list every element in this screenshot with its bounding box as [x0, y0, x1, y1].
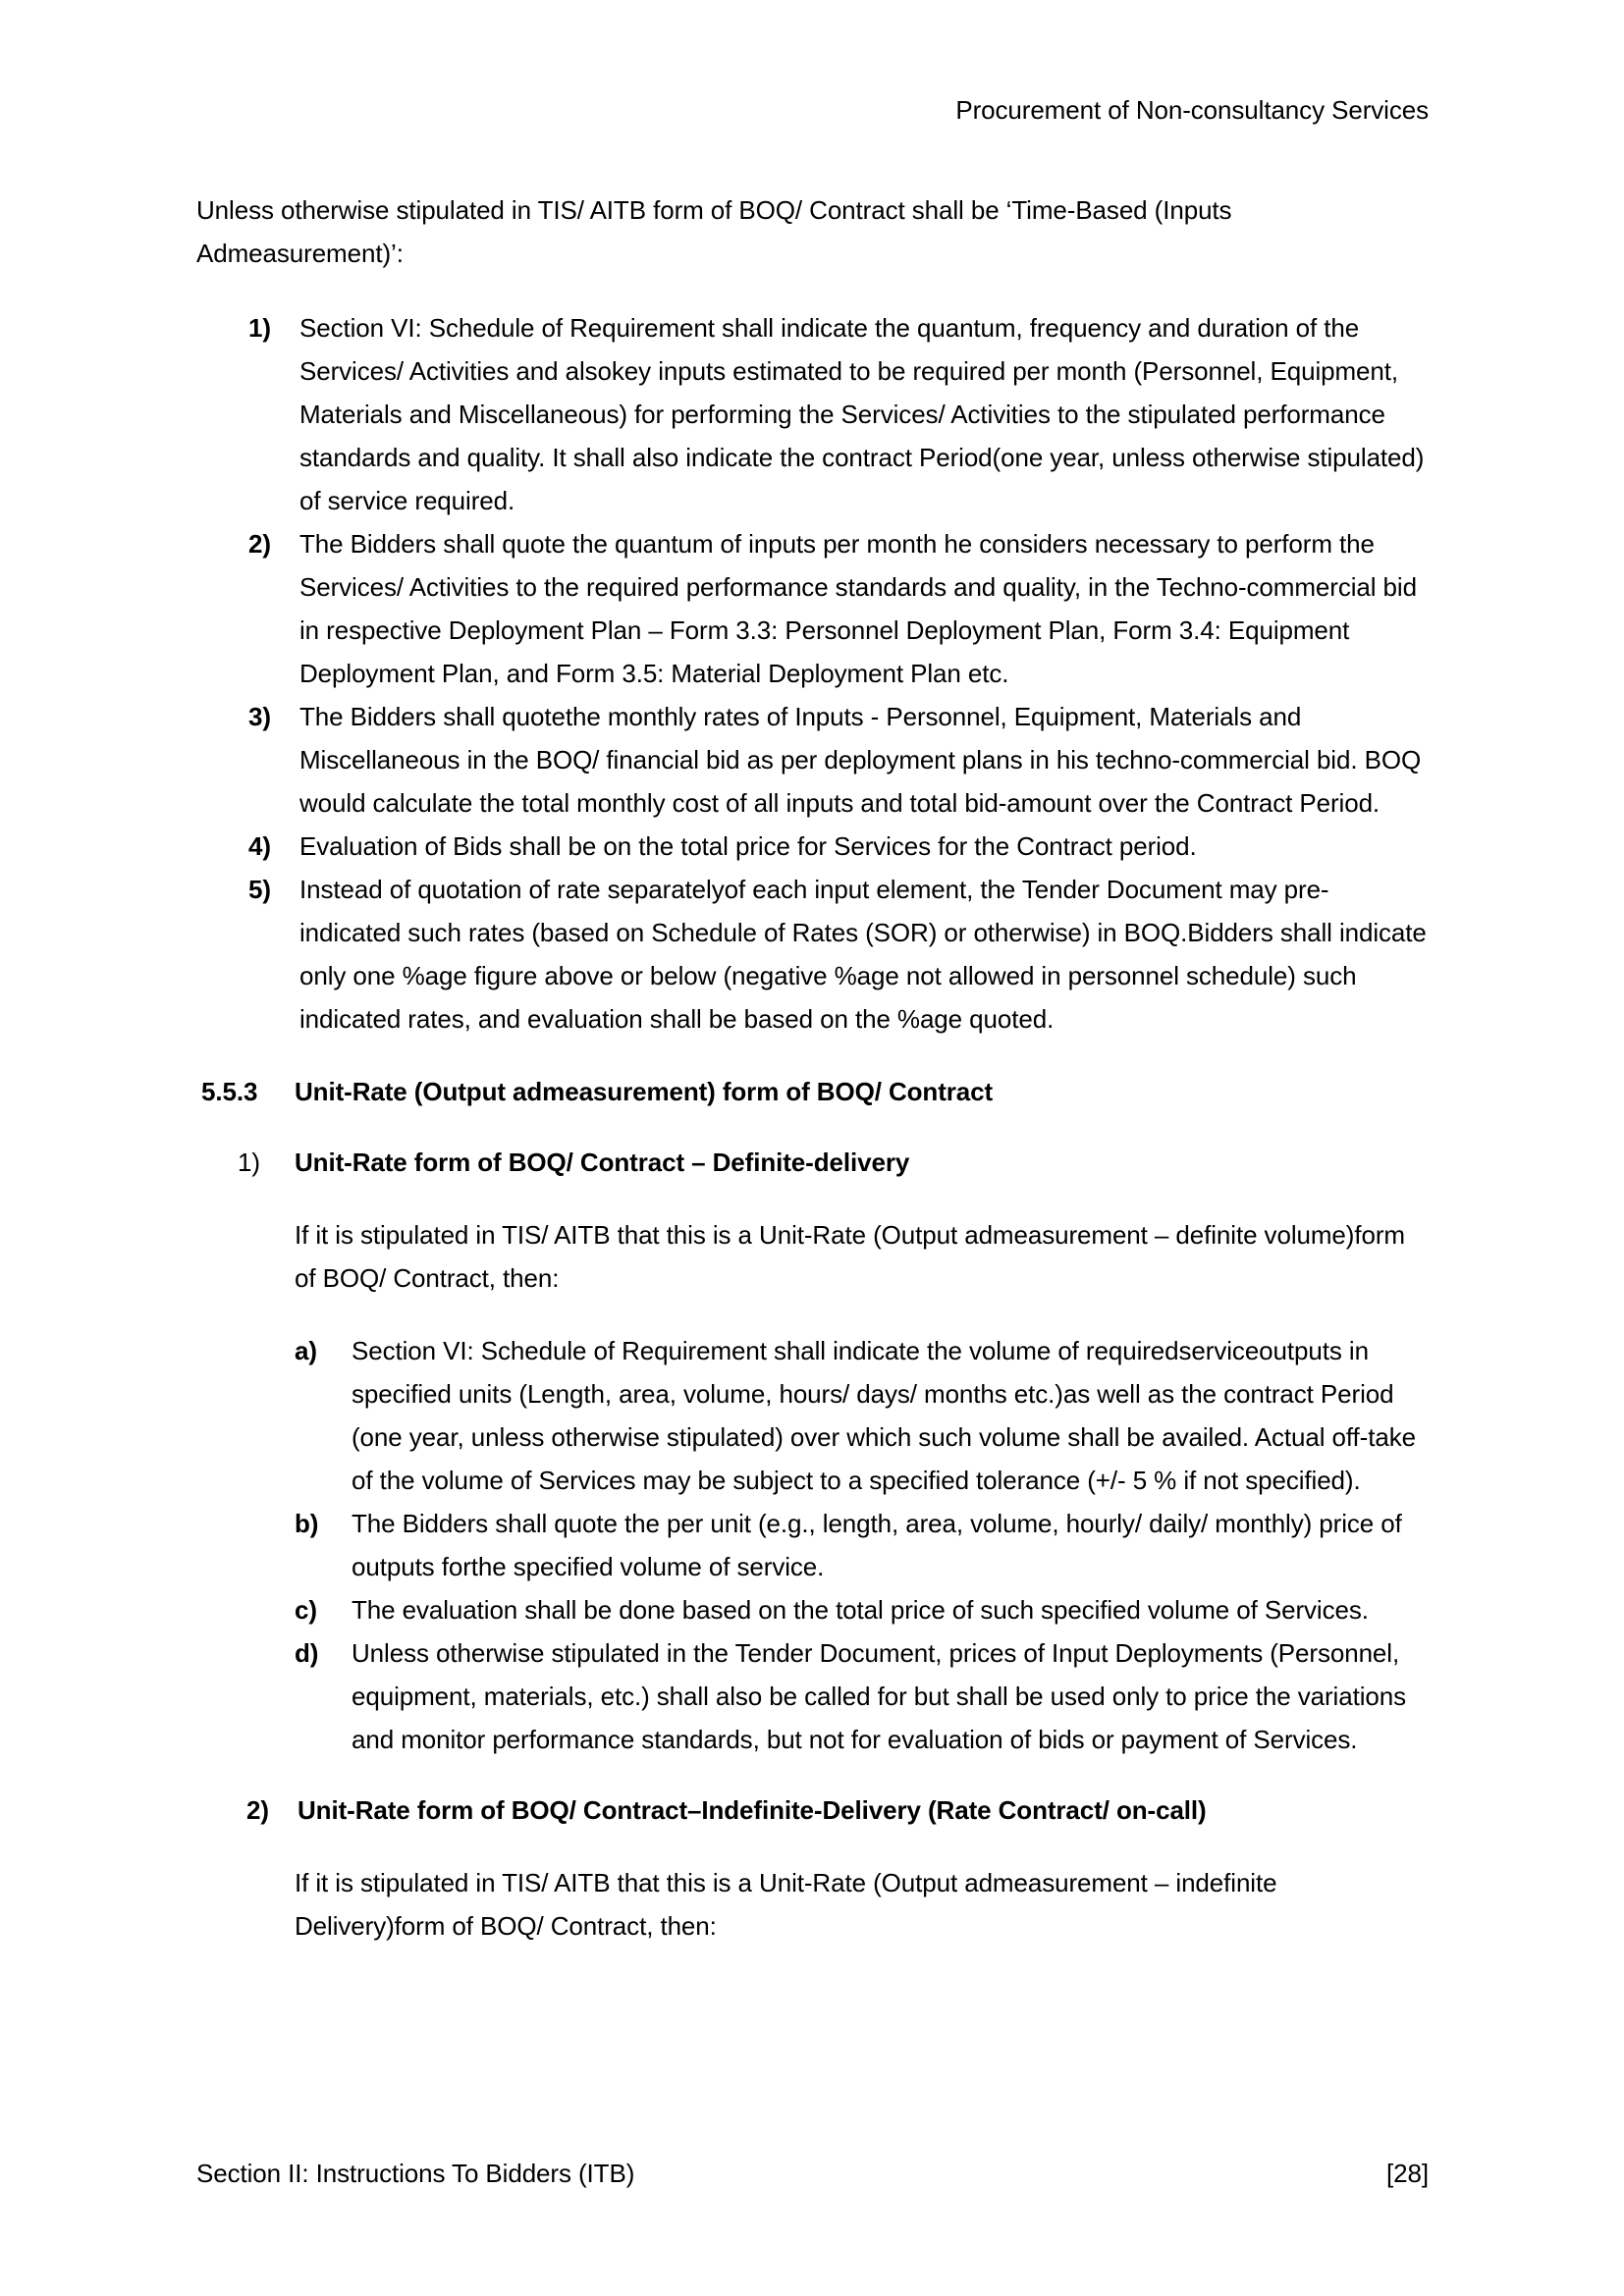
- subheading-marker: 2): [246, 1795, 269, 1825]
- list-item-marker: b): [295, 1509, 319, 1538]
- list-item: [295, 1631, 1429, 1761]
- sub1-paragraph: If it is stipulated in TIS/ AITB that this is a Unit-Rate (Output admeasurement – definite volume)form of BOQ/ Contract, then:: [295, 1220, 1405, 1293]
- page-content: [196, 88, 1429, 1948]
- numbered-list: [196, 306, 1429, 1041]
- footer-page-number: [28]: [1386, 2159, 1429, 2188]
- sub2-paragraph: If it is stipulated in TIS/ AITB that this is a Unit-Rate (Output admeasurement – indefinite Delivery)form of BOQ/ Contract, then:: [295, 1868, 1277, 1941]
- lettered-list: [196, 1329, 1429, 1761]
- section-title: Unit-Rate (Output admeasurement) form of BOQ/ Contract: [295, 1077, 994, 1106]
- page-header: [196, 88, 1429, 132]
- list-item: [248, 825, 1429, 868]
- list-item-marker: d): [295, 1638, 319, 1668]
- section-heading-5-5-3: [196, 1070, 1429, 1113]
- list-item-marker: 3): [248, 702, 271, 731]
- list-item-text: Evaluation of Bids shall be on the total price for Services for the Contract period.: [299, 831, 1197, 861]
- list-item-marker: 1): [248, 313, 271, 343]
- subheading-definite-delivery: [196, 1141, 1429, 1184]
- list-item-marker: 5): [248, 875, 271, 904]
- list-item-text: Section VI: Schedule of Requirement shall indicate the quantum, frequency and duration of the Services/ Activities and alsokey inputs estimated to be required per month (Personnel, Equipment, Materials and Miscellaneous) for performing the Services/ Activities to the stipulated performance standards and quality. It shall also indicate the contract Period(one year, unless otherwise stipulated) of service required.: [299, 313, 1425, 515]
- list-item: [248, 306, 1429, 522]
- list-item-text: Unless otherwise stipulated in the Tender Document, prices of Input Deployments (Personnel, equipment, materials, etc.) shall also be called for but shall be used only to price the variations and monitor performance standards, but not for evaluation of bids or payment of Services.: [352, 1638, 1407, 1754]
- list-item: [295, 1588, 1429, 1631]
- list-item-text: The evaluation shall be done based on the total price of such specified volume of Services.: [352, 1595, 1369, 1625]
- list-item: [295, 1502, 1429, 1588]
- footer-section-label: Section II: Instructions To Bidders (ITB): [196, 2159, 635, 2188]
- subheading-title: Unit-Rate form of BOQ/ Contract – Definite-delivery: [295, 1148, 910, 1177]
- list-item-marker: c): [295, 1595, 317, 1625]
- list-item-text: Instead of quotation of rate separatelyof each input element, the Tender Document may pre-indicated such rates (based on Schedule of Rates (SOR) or otherwise) in BOQ.Bidders shall indicate only one %age figure above or below (negative %age not allowed in personnel schedule) such indicated rates, and evaluation shall be based on the %age quoted.: [299, 875, 1427, 1034]
- subheading-marker: 1): [238, 1148, 260, 1177]
- page-footer: [196, 2152, 1429, 2195]
- list-item-text: Section VI: Schedule of Requirement shall indicate the volume of requiredserviceoutputs in specified units (Length, area, volume, hours/ days/ months etc.)as well as the contract Period (one year, unless otherwise stipulated) over which such volume shall be availed. Actual off-take of the volume of Services may be subject to a specified tolerance (+/- 5 % if not specified).: [352, 1336, 1416, 1495]
- list-item-text: The Bidders shall quote the quantum of inputs per month he considers necessary to perform the Services/ Activities to the required performance standards and quality, in the Techno-commercial bid in respective Deployment Plan – Form 3.3: Personnel Deployment Plan, Form 3.4: Equipment Deployment Plan, and Form 3.5: Material Deployment Plan etc.: [299, 529, 1417, 688]
- list-item-marker: 4): [248, 831, 271, 861]
- list-item: [295, 1329, 1429, 1502]
- list-item: [248, 695, 1429, 825]
- list-item-text: The Bidders shall quote the per unit (e.g., length, area, volume, hourly/ daily/ monthly) price of outputs forthe specified volume of service.: [352, 1509, 1402, 1581]
- section-number: 5.5.3: [201, 1077, 258, 1106]
- list-item: [248, 522, 1429, 695]
- list-item-text: The Bidders shall quotethe monthly rates of Inputs - Personnel, Equipment, Materials and Miscellaneous in the BOQ/ financial bid as per deployment plans in his techno-commercial bid. BOQ would calculate the total monthly cost of all inputs and total bid-amount over the Contract Period.: [299, 702, 1422, 818]
- subheading-title: Unit-Rate form of BOQ/ Contract–Indefinite-Delivery (Rate Contract/ on-call): [298, 1795, 1207, 1825]
- list-item: [248, 868, 1429, 1041]
- intro-paragraph: Unless otherwise stipulated in TIS/ AITB form of BOQ/ Contract shall be ‘Time-Based (Inputs Admeasurement)’:: [196, 195, 1232, 268]
- list-item-marker: 2): [248, 529, 271, 559]
- subheading-indefinite-delivery: [196, 1789, 1429, 1832]
- list-item-marker: a): [295, 1336, 317, 1365]
- header-title: Procurement of Non-consultancy Services: [955, 95, 1429, 125]
